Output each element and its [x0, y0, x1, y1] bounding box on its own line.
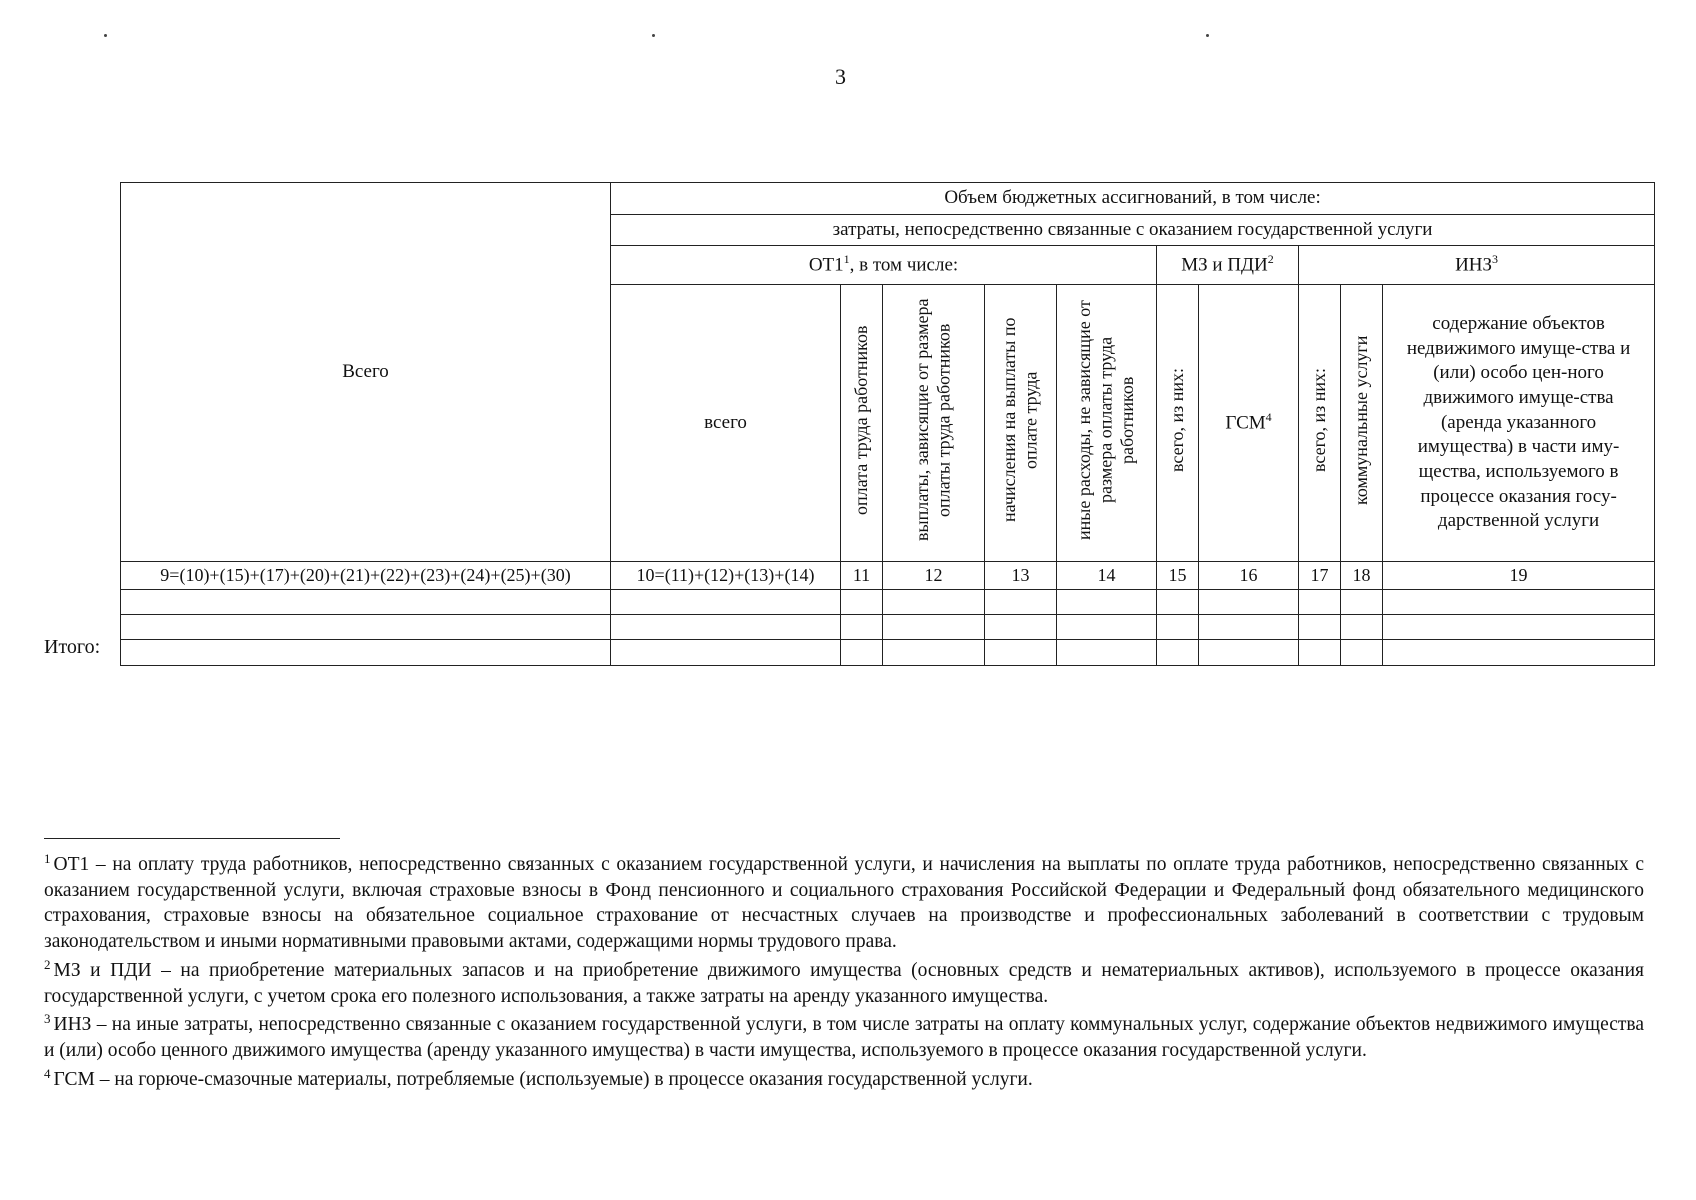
header-col-vsego: всего: [611, 284, 841, 561]
header-appropriations: Объем бюджетных ассигнований, в том числе:: [611, 183, 1655, 215]
scan-speck: [652, 34, 655, 37]
col-num-9: 9=(10)+(15)+(17)+(20)+(21)+(22)+(23)+(24)+(25)+(30): [121, 562, 611, 590]
header-col-13: начисления на выплаты по оплате труда: [985, 284, 1057, 561]
column-numbers-row: [121, 562, 1655, 590]
header-ot-group: $ОТ1^1$, в том числе:: [611, 246, 1157, 285]
total-row: [121, 640, 1655, 666]
header-mz-group: МЗ и ПДИ$^2$: [1157, 246, 1299, 285]
header-inz-group: ИНЗ$^3$: [1299, 246, 1655, 285]
col-num-17: 17: [1299, 562, 1341, 590]
footnotes: [44, 850, 1644, 1094]
header-col-17: всего, из них:: [1299, 284, 1341, 561]
col-num-10: 10=(11)+(12)+(13)+(14): [611, 562, 841, 590]
header-col-19: содержание объектов недвижимого имуще-ства и (или) особо цен-ного движимого имуще-ства (аренда указанного имущества) в части иму-щества, используемого в процессе оказания госу-дарственной услуги: [1383, 284, 1655, 561]
appropriations-table-wrap: [120, 182, 1654, 666]
appropriations-table: [120, 182, 1655, 666]
col-num-15: 15: [1157, 562, 1199, 590]
col-num-13: 13: [985, 562, 1057, 590]
col-num-14: 14: [1057, 562, 1157, 590]
header-col-12: выплаты, зависящие от размера оплаты труда работников: [883, 284, 985, 561]
footnote-4: $^4$ ГСМ – на горюче-смазочные материалы, потребляемые (используемые) в процессе оказания государственной услуги.: [44, 1065, 1033, 1090]
header-col-18: коммунальные услуги: [1341, 284, 1383, 561]
table-row: [121, 589, 1655, 614]
col-num-19: 19: [1383, 562, 1655, 590]
header-col-14: иные расходы, не зависящие от размера оплаты труда работников: [1057, 284, 1157, 561]
header-total: Всего: [121, 183, 611, 562]
col-num-16: 16: [1199, 562, 1299, 590]
page-number: 3: [835, 64, 846, 89]
header-direct-costs: затраты, непосредственно связанные с оказанием государственной услуги: [611, 214, 1655, 246]
footnote-3: $^3$ ИНЗ – на иные затраты, непосредственно связанные с оказанием государственной услуги, в том числе затраты на оплату коммунальных услуг, содержание объектов недвижимого имущества и (или) особо ценного движимого имущества (аренду указанного имущества) в части имущества, используемого в процессе оказания государственной услуги.: [44, 1011, 1644, 1062]
footnote-2: $^2$ МЗ и ПДИ – на приобретение материальных запасов и на приобретение движимого имущества (основных средств и нематериальных активов), используемого в процессе оказания государственной услуги, с учетом срока его полезного использования, а также затраты на аренду указанного имущества.: [44, 956, 1644, 1007]
header-col-16: ГСМ$^4$: [1199, 284, 1299, 561]
footnote-1: $^1$ ОТ1 – на оплату труда работников, непосредственно связанных с оказанием государственной услуги, и начисления на выплаты по оплате труда работников, непосредственно связанных с оказанием государственной услуги, включая страховые взносы в Фонд пенсионного и социального страхования Российской Федерации и Федеральный фонд обязательного медицинского страхования, страховые взносы на обязательное социальное страхование от несчастных случаев на производстве и профессиональных заболеваний в соответствии с трудовым законодательством и иными нормативными правовыми актами, содержащими нормы трудового права.: [44, 851, 1644, 953]
col-num-11: 11: [841, 562, 883, 590]
col-num-18: 18: [1341, 562, 1383, 590]
header-col-11: оплата труда работников: [841, 284, 883, 561]
header-col-15: всего, из них:: [1157, 284, 1199, 561]
total-label: Итого:: [44, 636, 101, 658]
footnote-divider: [44, 838, 340, 839]
scan-speck: [1206, 34, 1209, 37]
scan-speck: [104, 34, 107, 37]
table-row: [121, 615, 1655, 640]
col-num-12: 12: [883, 562, 985, 590]
